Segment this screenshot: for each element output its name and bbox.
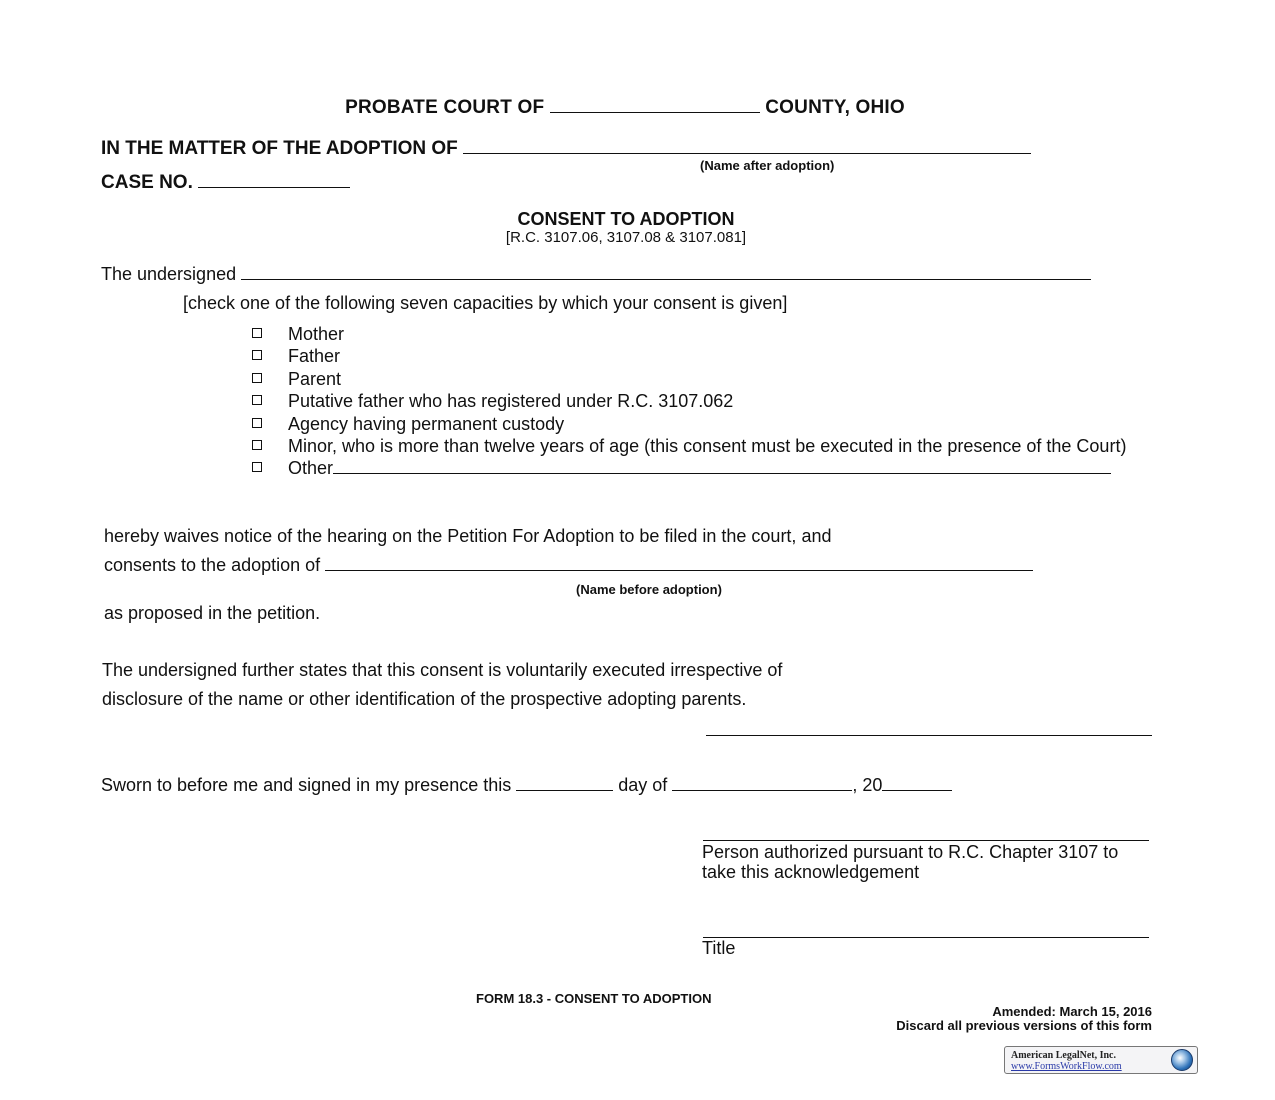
capacity-agency xyxy=(252,414,1152,434)
county-blank[interactable] xyxy=(550,111,760,113)
capacity-putative-father xyxy=(252,391,1152,411)
name-after-adoption-note: (Name after adoption) xyxy=(700,158,835,173)
capacity-label: Father xyxy=(288,346,341,367)
checkbox-minor[interactable] xyxy=(252,440,262,450)
logo-url[interactable]: www.FormsWorkFlow.com xyxy=(1011,1061,1122,1072)
discard-notice: Discard all previous versions of this form xyxy=(896,1018,1152,1033)
authorized-person-signature-blank[interactable] xyxy=(703,840,1149,841)
signature-blank[interactable] xyxy=(706,735,1152,736)
authorized-person-caption: Person authorized pursuant to R.C. Chapter 3107 to take this acknowledgement xyxy=(702,842,1119,882)
day-of-label: day of xyxy=(618,775,668,795)
sworn-label: Sworn to before me and signed in my presence this xyxy=(101,775,512,795)
capacity-parent xyxy=(252,369,1152,389)
court-prefix: PROBATE COURT OF xyxy=(345,97,545,118)
undersigned-label: The undersigned xyxy=(101,264,237,284)
sworn-day-blank[interactable] xyxy=(516,789,613,791)
consents-label: consents to the adoption of xyxy=(104,555,321,575)
name-before-adoption-note: (Name before adoption) xyxy=(576,582,722,597)
voluntary-statement-line1: The undersigned further states that this consent is voluntarily executed irrespective of xyxy=(102,660,783,680)
legalnet-logo[interactable] xyxy=(1004,1046,1198,1074)
form-identifier: FORM 18.3 - CONSENT TO ADOPTION xyxy=(476,991,712,1006)
capacity-mother xyxy=(252,324,1152,344)
capacity-label: Agency having permanent custody xyxy=(288,413,565,434)
checkbox-mother[interactable] xyxy=(252,328,262,338)
case-number-line xyxy=(101,172,350,194)
voluntary-statement-line2: disclosure of the name or other identification of the prospective adopting parents. xyxy=(102,689,747,709)
title-blank[interactable] xyxy=(703,937,1149,938)
capacity-label: Other xyxy=(288,458,334,479)
capacity-label: Minor, who is more than twelve years of age (this consent must be executed in the presence of the Court) xyxy=(288,435,1127,456)
checkbox-putative-father[interactable] xyxy=(252,395,262,405)
other-capacity-blank[interactable] xyxy=(333,472,1111,474)
capacity-instruction: [check one of the following seven capacities by which your consent is given] xyxy=(183,293,788,313)
adoption-matter-line xyxy=(101,138,1031,160)
matter-label: IN THE MATTER OF THE ADOPTION OF xyxy=(101,138,458,159)
capacity-minor xyxy=(252,436,1152,456)
sworn-month-blank[interactable] xyxy=(672,789,852,791)
capacity-label: Mother xyxy=(288,324,345,344)
capacity-list xyxy=(252,324,1152,481)
capacity-other xyxy=(252,458,1152,478)
capacity-label: Putative father who has registered under R.C. 3107.062 xyxy=(288,391,734,412)
logo-company: American LegalNet, Inc. xyxy=(1011,1050,1116,1061)
undersigned-name-blank[interactable] xyxy=(241,278,1091,280)
checkbox-other[interactable] xyxy=(252,462,262,472)
name-after-adoption-blank[interactable] xyxy=(463,152,1031,154)
year-prefix-label: , 20 xyxy=(852,775,883,795)
consent-line xyxy=(104,555,1033,576)
amended-date: Amended: March 15, 2016 xyxy=(992,1004,1152,1019)
proposed-statement: as proposed in the petition. xyxy=(104,603,321,623)
case-number-blank[interactable] xyxy=(198,186,350,188)
title-caption: Title xyxy=(702,938,736,958)
checkbox-agency[interactable] xyxy=(252,418,262,428)
sworn-line xyxy=(101,775,952,796)
checkbox-father[interactable] xyxy=(252,350,262,360)
court-suffix: COUNTY, OHIO xyxy=(765,97,905,118)
capacity-label: Parent xyxy=(288,368,342,389)
court-heading xyxy=(0,97,1250,119)
globe-icon xyxy=(1171,1049,1193,1071)
waiver-statement: hereby waives notice of the hearing on the Petition For Adoption to be filed in the court, and xyxy=(104,526,832,546)
checkbox-parent[interactable] xyxy=(252,373,262,383)
capacity-father xyxy=(252,346,1152,366)
form-title: CONSENT TO ADOPTION xyxy=(517,209,735,229)
undersigned-line xyxy=(101,264,1091,285)
sworn-year-blank[interactable] xyxy=(882,789,952,791)
case-no-label: CASE NO. xyxy=(101,172,193,193)
statute-references: [R.C. 3107.06, 3107.08 & 3107.081] xyxy=(505,229,747,246)
name-before-adoption-blank[interactable] xyxy=(325,569,1033,571)
